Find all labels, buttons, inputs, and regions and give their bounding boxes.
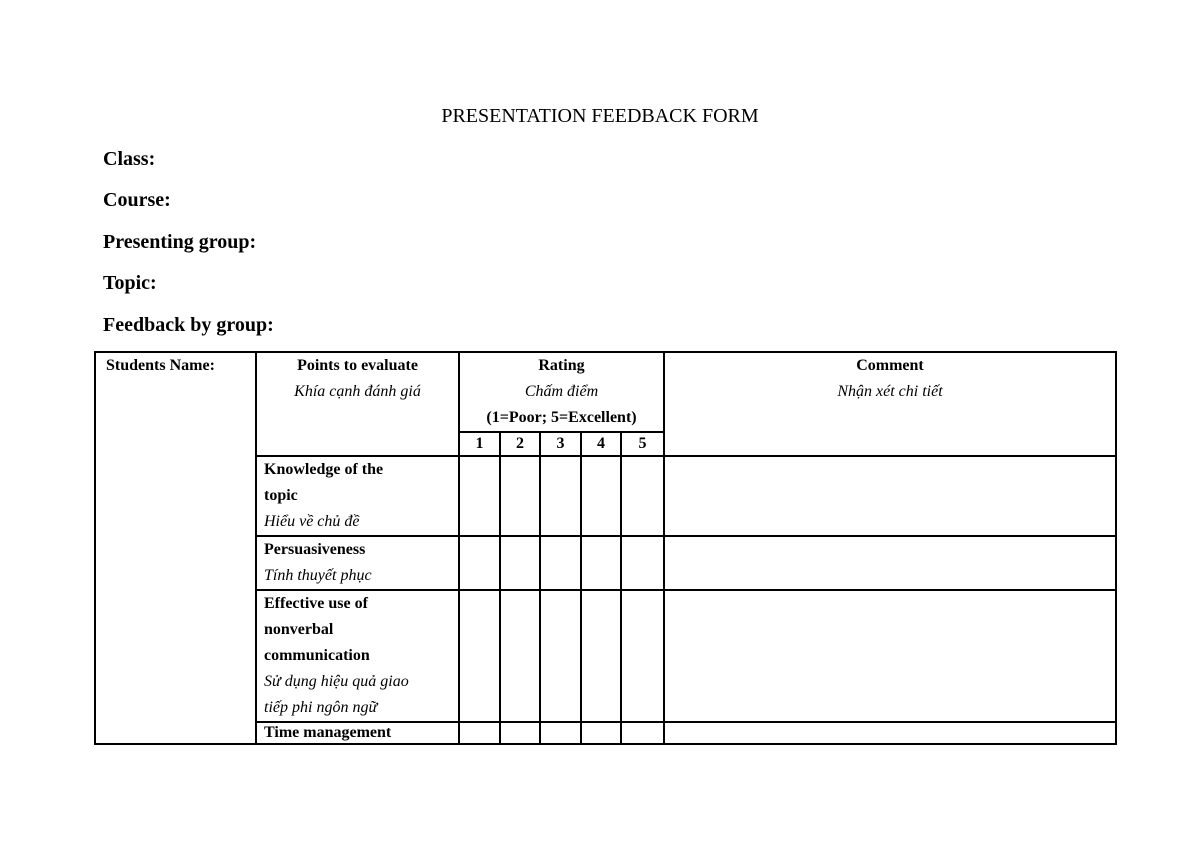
- rating-cell-1[interactable]: [459, 536, 500, 590]
- presenting-group-label: Presenting group:: [103, 231, 257, 253]
- rating-cell-1[interactable]: [459, 722, 500, 744]
- points-header-en: Points to evaluate: [297, 357, 418, 374]
- rating-cell-1[interactable]: [459, 456, 500, 536]
- rating-scale: (1=Poor; 5=Excellent): [486, 409, 637, 426]
- table-header-row: [95, 352, 1116, 432]
- score-header-2: 2: [500, 432, 540, 456]
- criterion-label: topic: [264, 487, 298, 504]
- class-label: Class:: [103, 148, 156, 170]
- criterion-label: communication: [264, 647, 370, 664]
- comment-header-en: Comment: [856, 357, 924, 374]
- rating-cell-5[interactable]: [621, 536, 664, 590]
- course-label: Course:: [103, 189, 171, 211]
- criterion-label-vi: Sử dụng hiệu quả giao: [264, 673, 409, 690]
- criterion-persuasiveness: [256, 536, 459, 590]
- criterion-label: nonverbal: [264, 621, 334, 638]
- score-header-3: 3: [540, 432, 581, 456]
- topic-label: Topic:: [103, 272, 157, 294]
- rating-header-vi: Chấm điểm: [524, 383, 599, 400]
- rating-cell-3[interactable]: [540, 456, 581, 536]
- criterion-nonverbal: [256, 590, 459, 722]
- rating-cell-4[interactable]: [581, 536, 621, 590]
- criterion-label-vi: tiếp phi ngôn ngữ: [264, 699, 378, 716]
- rating-cell-5[interactable]: [621, 456, 664, 536]
- criterion-label: Effective use of: [264, 595, 368, 612]
- rating-cell-4[interactable]: [581, 590, 621, 722]
- score-header-5: 5: [621, 432, 664, 456]
- comment-cell[interactable]: [664, 536, 1116, 590]
- points-header-vi: Khía cạnh đánh giá: [294, 383, 421, 400]
- rating-cell-2[interactable]: [500, 536, 540, 590]
- comment-cell[interactable]: [664, 590, 1116, 722]
- rating-cell-2[interactable]: [500, 590, 540, 722]
- criterion-label: Persuasiveness: [264, 541, 366, 558]
- rating-cell-5[interactable]: [621, 590, 664, 722]
- comment-cell[interactable]: [664, 722, 1116, 744]
- criterion-label: Knowledge of the: [264, 461, 384, 478]
- criterion-label-vi: Hiểu về chủ đề: [264, 513, 360, 530]
- comment-header-cell: [664, 352, 1116, 456]
- score-header-4: 4: [581, 432, 621, 456]
- rating-cell-2[interactable]: [500, 456, 540, 536]
- rating-cell-5[interactable]: [621, 722, 664, 744]
- comment-cell[interactable]: [664, 456, 1116, 536]
- rating-cell-4[interactable]: [581, 456, 621, 536]
- feedback-by-group-label: Feedback by group:: [103, 314, 274, 336]
- rating-cell-3[interactable]: [540, 536, 581, 590]
- students-name-header: Students Name:: [106, 357, 215, 374]
- rating-header-cell: [459, 352, 664, 432]
- points-header-cell: [256, 352, 459, 456]
- rating-cell-3[interactable]: [540, 590, 581, 722]
- rating-cell-4[interactable]: [581, 722, 621, 744]
- criterion-time-management: [256, 722, 459, 744]
- comment-header-vi: Nhận xét chi tiết: [837, 383, 943, 400]
- score-header-1: 1: [459, 432, 500, 456]
- criterion-label-vi: Tính thuyết phục: [264, 567, 372, 584]
- criterion-label: Time management: [264, 724, 392, 741]
- students-name-cell[interactable]: [95, 352, 256, 744]
- rating-cell-1[interactable]: [459, 590, 500, 722]
- rating-cell-2[interactable]: [500, 722, 540, 744]
- feedback-table: [94, 351, 1117, 745]
- rating-cell-3[interactable]: [540, 722, 581, 744]
- form-title: PRESENTATION FEEDBACK FORM: [441, 105, 759, 127]
- criterion-knowledge: [256, 456, 459, 536]
- rating-header-en: Rating: [538, 357, 585, 374]
